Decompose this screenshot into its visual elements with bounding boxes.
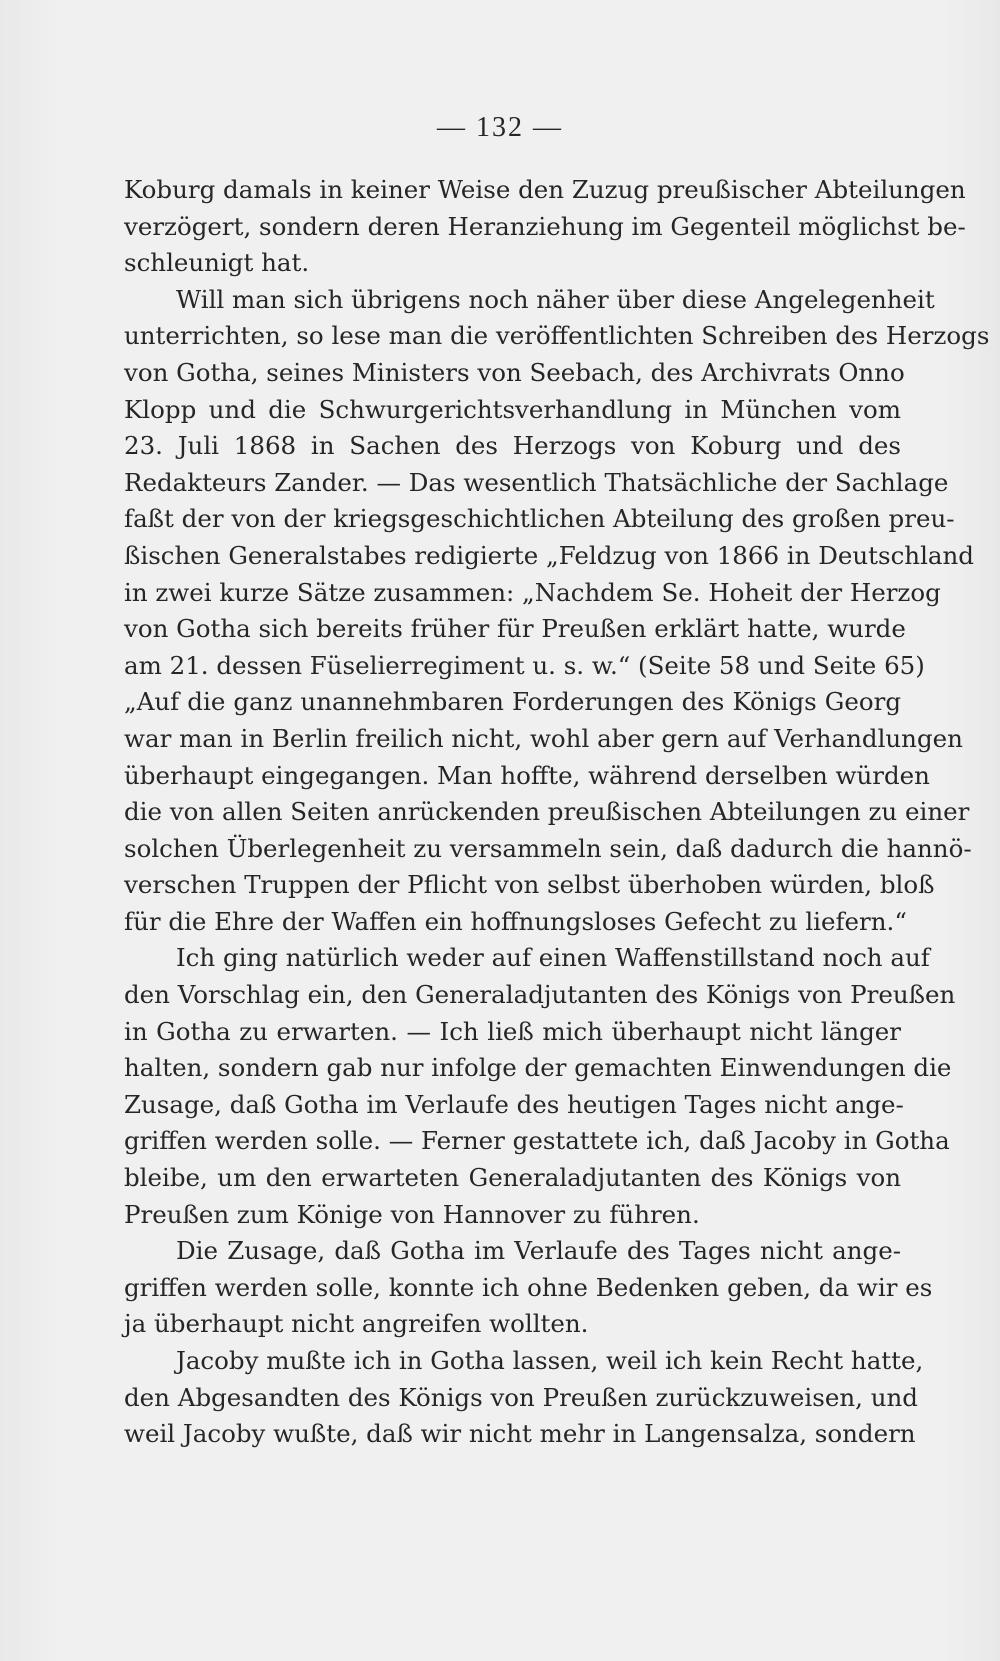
- text-line: griffen werden solle. — Ferner gestattete ich, daß Jacoby in Gotha: [124, 1126, 950, 1156]
- text-line: Koburg damals in keiner Weise den Zuzug preußischer Abteilungen: [124, 175, 966, 204]
- text-line: war man in Berlin freilich nicht, wohl aber gern auf Verhandlungen: [124, 723, 963, 753]
- text-line: von Gotha, seines Ministers von Seebach, des Archivrats Onno: [124, 357, 905, 387]
- text-line: Redakteurs Zander. — Das wesentlich Thatsächliche der Sachlage: [124, 467, 949, 497]
- text-line: ja überhaupt nicht angreifen wollten.: [124, 1309, 589, 1339]
- text-line: 23. Juli 1868 in Sachen des Herzogs von Koburg und des: [124, 431, 901, 461]
- text-line: unterrichten, so lese man die veröffentlichten Schreiben des Herzogs: [124, 321, 990, 351]
- text-line: Klopp und die Schwurgerichtsverhandlung in München vom: [124, 394, 901, 424]
- text-line: verzögert, sondern deren Heranziehung im Gegenteil möglichst be-: [124, 211, 966, 241]
- text-line: am 21. dessen Füselierregiment u. s. w.“ (Seite 58 und Seite 65): [124, 650, 925, 680]
- text-line: ßischen Generalstabes redigierte „Feldzug von 1866 in Deutschland: [124, 540, 974, 570]
- text-line: bleibe, um den erwarteten Generaladjutanten des Königs von: [124, 1163, 901, 1193]
- text-line: überhaupt eingegangen. Man hoffte, während derselben würden: [124, 760, 930, 790]
- text-line: „Auf die ganz unannehmbaren Forderungen des Königs Georg: [124, 687, 901, 717]
- text-line: Jacoby mußte ich in Gotha lassen, weil ich kein Recht hatte,: [176, 1346, 924, 1375]
- text-line: faßt der von der kriegsgeschichtlichen Abteilung des großen preu-: [124, 504, 955, 534]
- text-line: griffen werden solle, konnte ich ohne Bedenken geben, da wir es: [124, 1272, 933, 1302]
- text-line: weil Jacoby wußte, daß wir nicht mehr in Langensalza, sondern: [124, 1419, 916, 1449]
- text-line: Will man sich übrigens noch näher über diese Angelegenheit: [176, 284, 935, 314]
- text-line: von Gotha sich bereits früher für Preußen erklärt hatte, wurde: [124, 614, 906, 644]
- text-line: schleunigt hat.: [124, 248, 310, 278]
- text-line: Die Zusage, daß Gotha im Verlaufe des Tages nicht ange-: [176, 1236, 901, 1266]
- text-line: solchen Überlegenheit zu versammeln sein, daß dadurch die hannö-: [124, 833, 972, 863]
- text-line: den Abgesandten des Königs von Preußen zurückzuweisen, und: [124, 1382, 918, 1412]
- text-line: halten, sondern gab nur infolge der gemachten Einwendungen die: [124, 1053, 952, 1083]
- text-line: für die Ehre der Waffen ein hoffnungsloses Gefecht zu liefern.“: [124, 906, 907, 936]
- text-line: in zwei kurze Sätze zusammen: „Nachdem Se. Hoheit der Herzog: [124, 577, 941, 607]
- text-line: in Gotha zu erwarten. — Ich ließ mich überhaupt nicht länger: [124, 1016, 901, 1046]
- text-line: Preußen zum Könige von Hannover zu führen.: [124, 1199, 700, 1229]
- text-line: die von allen Seiten anrückenden preußischen Abteilungen zu einer: [124, 797, 970, 827]
- page-body-text: [124, 172, 990, 1453]
- page-number: — 132 —: [437, 112, 563, 143]
- text-line: Zusage, daß Gotha im Verlaufe des heutigen Tages nicht ange-: [124, 1089, 904, 1119]
- text-line: Ich ging natürlich weder auf einen Waffenstillstand noch auf: [176, 943, 930, 973]
- text-line: verschen Truppen der Pflicht von selbst überhoben würden, bloß: [124, 870, 935, 900]
- text-line: den Vorschlag ein, den Generaladjutanten des Königs von Preußen: [124, 980, 956, 1010]
